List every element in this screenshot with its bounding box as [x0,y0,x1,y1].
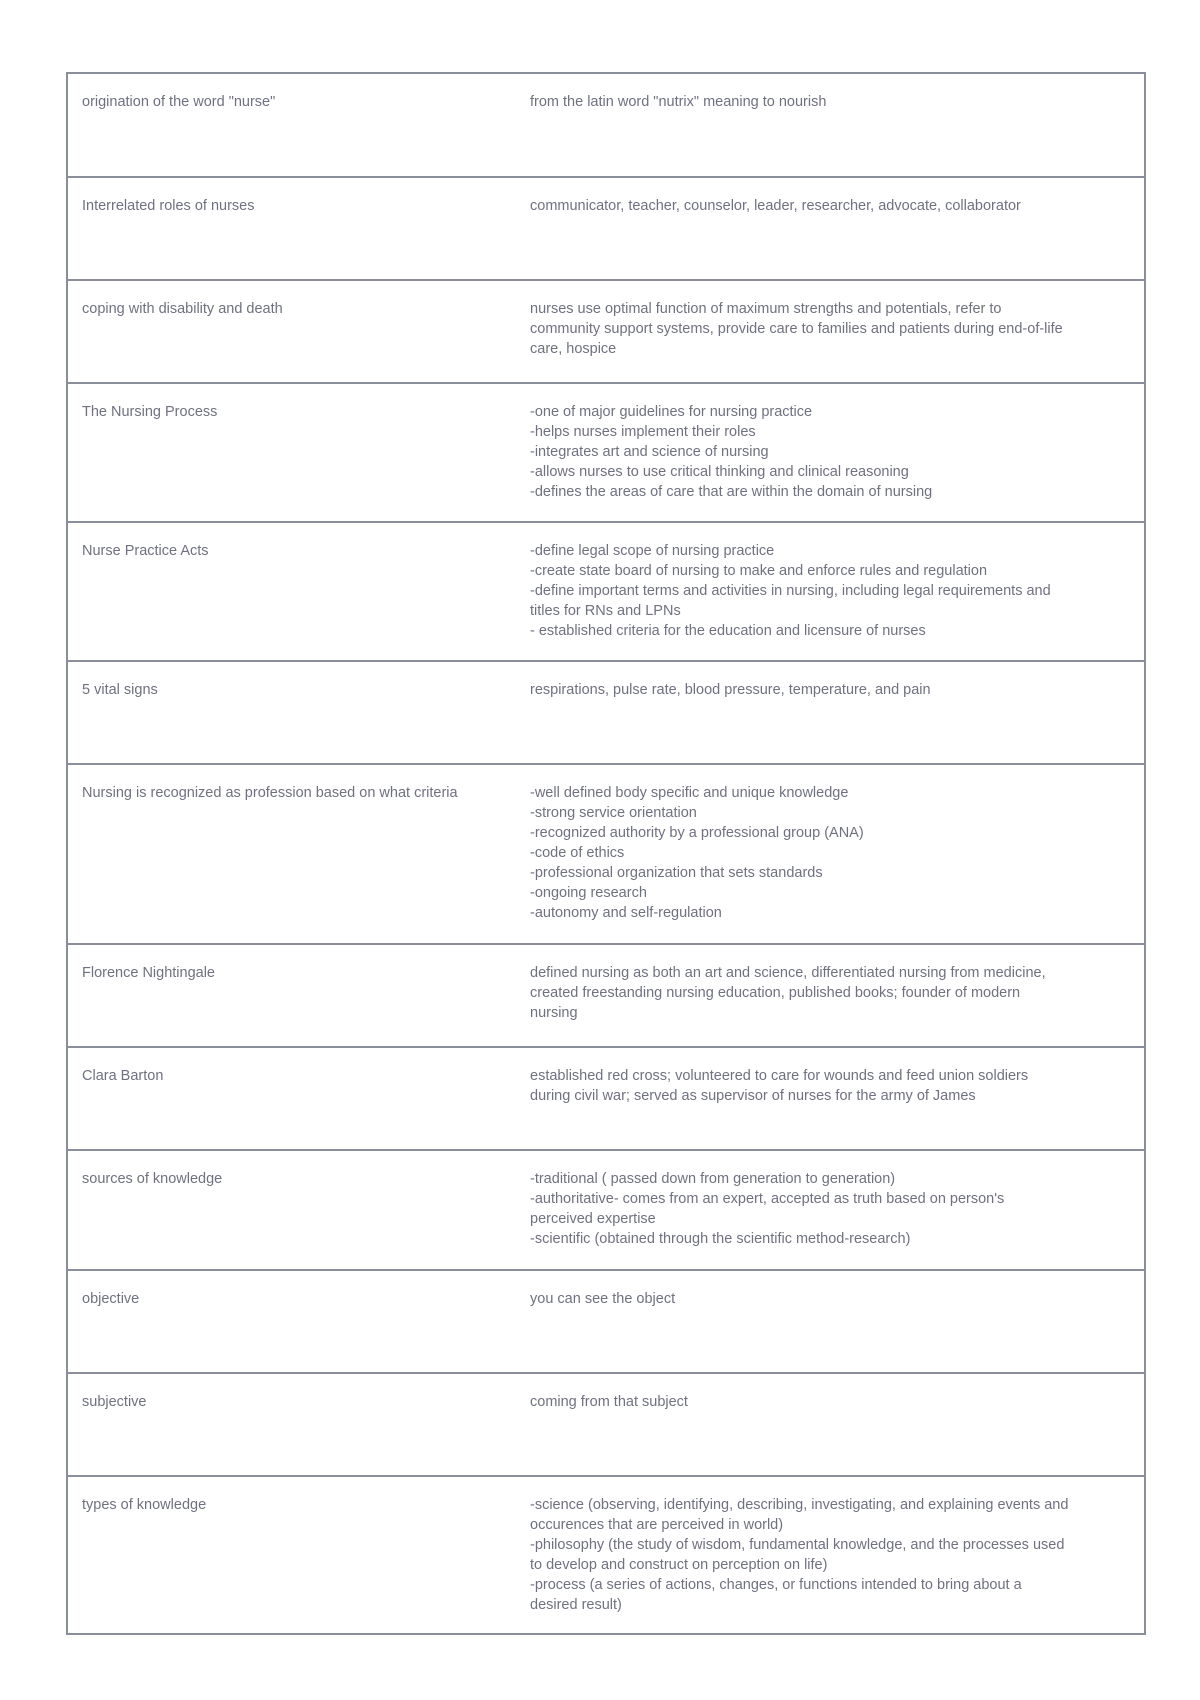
definition-line: -authoritative- comes from an expert, accepted as truth based on person's [530,1191,1005,1207]
definition-line: care, hospice [530,341,617,357]
definition-line: -allows nurses to use critical thinking and clinical reasoning [530,464,909,480]
card-term: Nurse Practice Acts [82,543,209,559]
definition-line: -one of major guidelines for nursing practice [530,404,813,420]
card-row [66,382,1146,521]
definition-line: -create state board of nursing to make and enforce rules and regulation [530,563,988,579]
card-definition [530,384,1144,521]
card-row [66,1149,1146,1269]
definition-line: defined nursing as both an art and science, differentiated nursing from medicine, [530,965,1046,981]
card-row [66,660,1146,763]
card-term: Florence Nightingale [82,965,215,981]
definition-line: -well defined body specific and unique knowledge [530,785,849,801]
card-row [66,72,1146,176]
definition-line: nurses use optimal function of maximum strengths and potentials, refer to [530,301,1002,317]
definition-line: to develop and construct on perception on life) [530,1557,828,1573]
definition-line: established red cross; volunteered to care for wounds and feed union soldiers [530,1068,1029,1084]
definition-line: -code of ethics [530,845,625,861]
card-row [66,943,1146,1046]
definition-line: -define important terms and activities in nursing, including legal requirements and [530,583,1051,599]
definition-line: -recognized authority by a professional group (ANA) [530,825,864,841]
definition-line: -process (a series of actions, changes, or functions intended to bring about a [530,1577,1022,1593]
card-definition [530,178,1144,279]
card-definition [530,1048,1144,1149]
card-row [66,1475,1146,1635]
card-term: subjective [82,1394,147,1410]
card-definition [530,1374,1144,1475]
definition-line: -science (observing, identifying, describing, investigating, and explaining events and [530,1497,1069,1513]
definition-line: -ongoing research [530,885,647,901]
card-definition [530,74,1144,176]
definition-line: created freestanding nursing education, published books; founder of modern [530,985,1021,1001]
card-definition [530,281,1144,382]
card-term: origination of the word "nurse" [82,94,276,110]
card-definition [530,1151,1144,1269]
card-row [66,521,1146,660]
definition-line: -professional organization that sets standards [530,865,823,881]
card-row [66,176,1146,279]
definition-line: titles for RNs and LPNs [530,603,681,619]
definition-line: -defines the areas of care that are within the domain of nursing [530,484,933,500]
definition-line: nursing [530,1005,578,1021]
card-definition [530,1477,1144,1633]
card-term: Interrelated roles of nurses [82,198,255,214]
card-term: 5 vital signs [82,682,158,698]
definition-line: -scientific (obtained through the scientific method-research) [530,1231,911,1247]
definition-line: desired result) [530,1597,622,1613]
definition-line: -autonomy and self-regulation [530,905,722,921]
definition-line: perceived expertise [530,1211,656,1227]
definition-line: -philosophy (the study of wisdom, fundamental knowledge, and the processes used [530,1537,1065,1553]
card-row [66,279,1146,382]
definition-line: community support systems, provide care to families and patients during end-of-life [530,321,1063,337]
card-term: types of knowledge [82,1497,207,1513]
card-row [66,1269,1146,1372]
card-term: sources of knowledge [82,1171,223,1187]
definition-line: communicator, teacher, counselor, leader, researcher, advocate, collaborator [530,198,1021,214]
card-term: Clara Barton [82,1068,164,1084]
definition-line: -helps nurses implement their roles [530,424,756,440]
card-row [66,763,1146,943]
card-definition [530,662,1144,763]
card-term: objective [82,1291,140,1307]
definition-line: you can see the object [530,1291,676,1307]
definition-line: -define legal scope of nursing practice [530,543,775,559]
card-definition [530,523,1144,660]
card-definition [530,945,1144,1046]
definition-line: occurences that are perceived in world) [530,1517,784,1533]
card-row [66,1046,1146,1149]
definition-line: - established criteria for the education and licensure of nurses [530,623,926,639]
card-term: coping with disability and death [82,301,283,317]
definition-line: from the latin word "nutrix" meaning to nourish [530,94,827,110]
flashcard-table [66,72,1146,1635]
card-row [66,1372,1146,1475]
definition-line: -integrates art and science of nursing [530,444,769,460]
definition-line: -strong service orientation [530,805,697,821]
definition-line: coming from that subject [530,1394,688,1410]
definition-line: -traditional ( passed down from generation to generation) [530,1171,896,1187]
card-definition [530,765,1144,943]
card-term: Nursing is recognized as profession based on what criteria [82,785,458,801]
card-term: The Nursing Process [82,404,218,420]
card-definition [530,1271,1144,1372]
definition-line: respirations, pulse rate, blood pressure, temperature, and pain [530,682,931,698]
definition-line: during civil war; served as supervisor of nurses for the army of James [530,1088,976,1104]
